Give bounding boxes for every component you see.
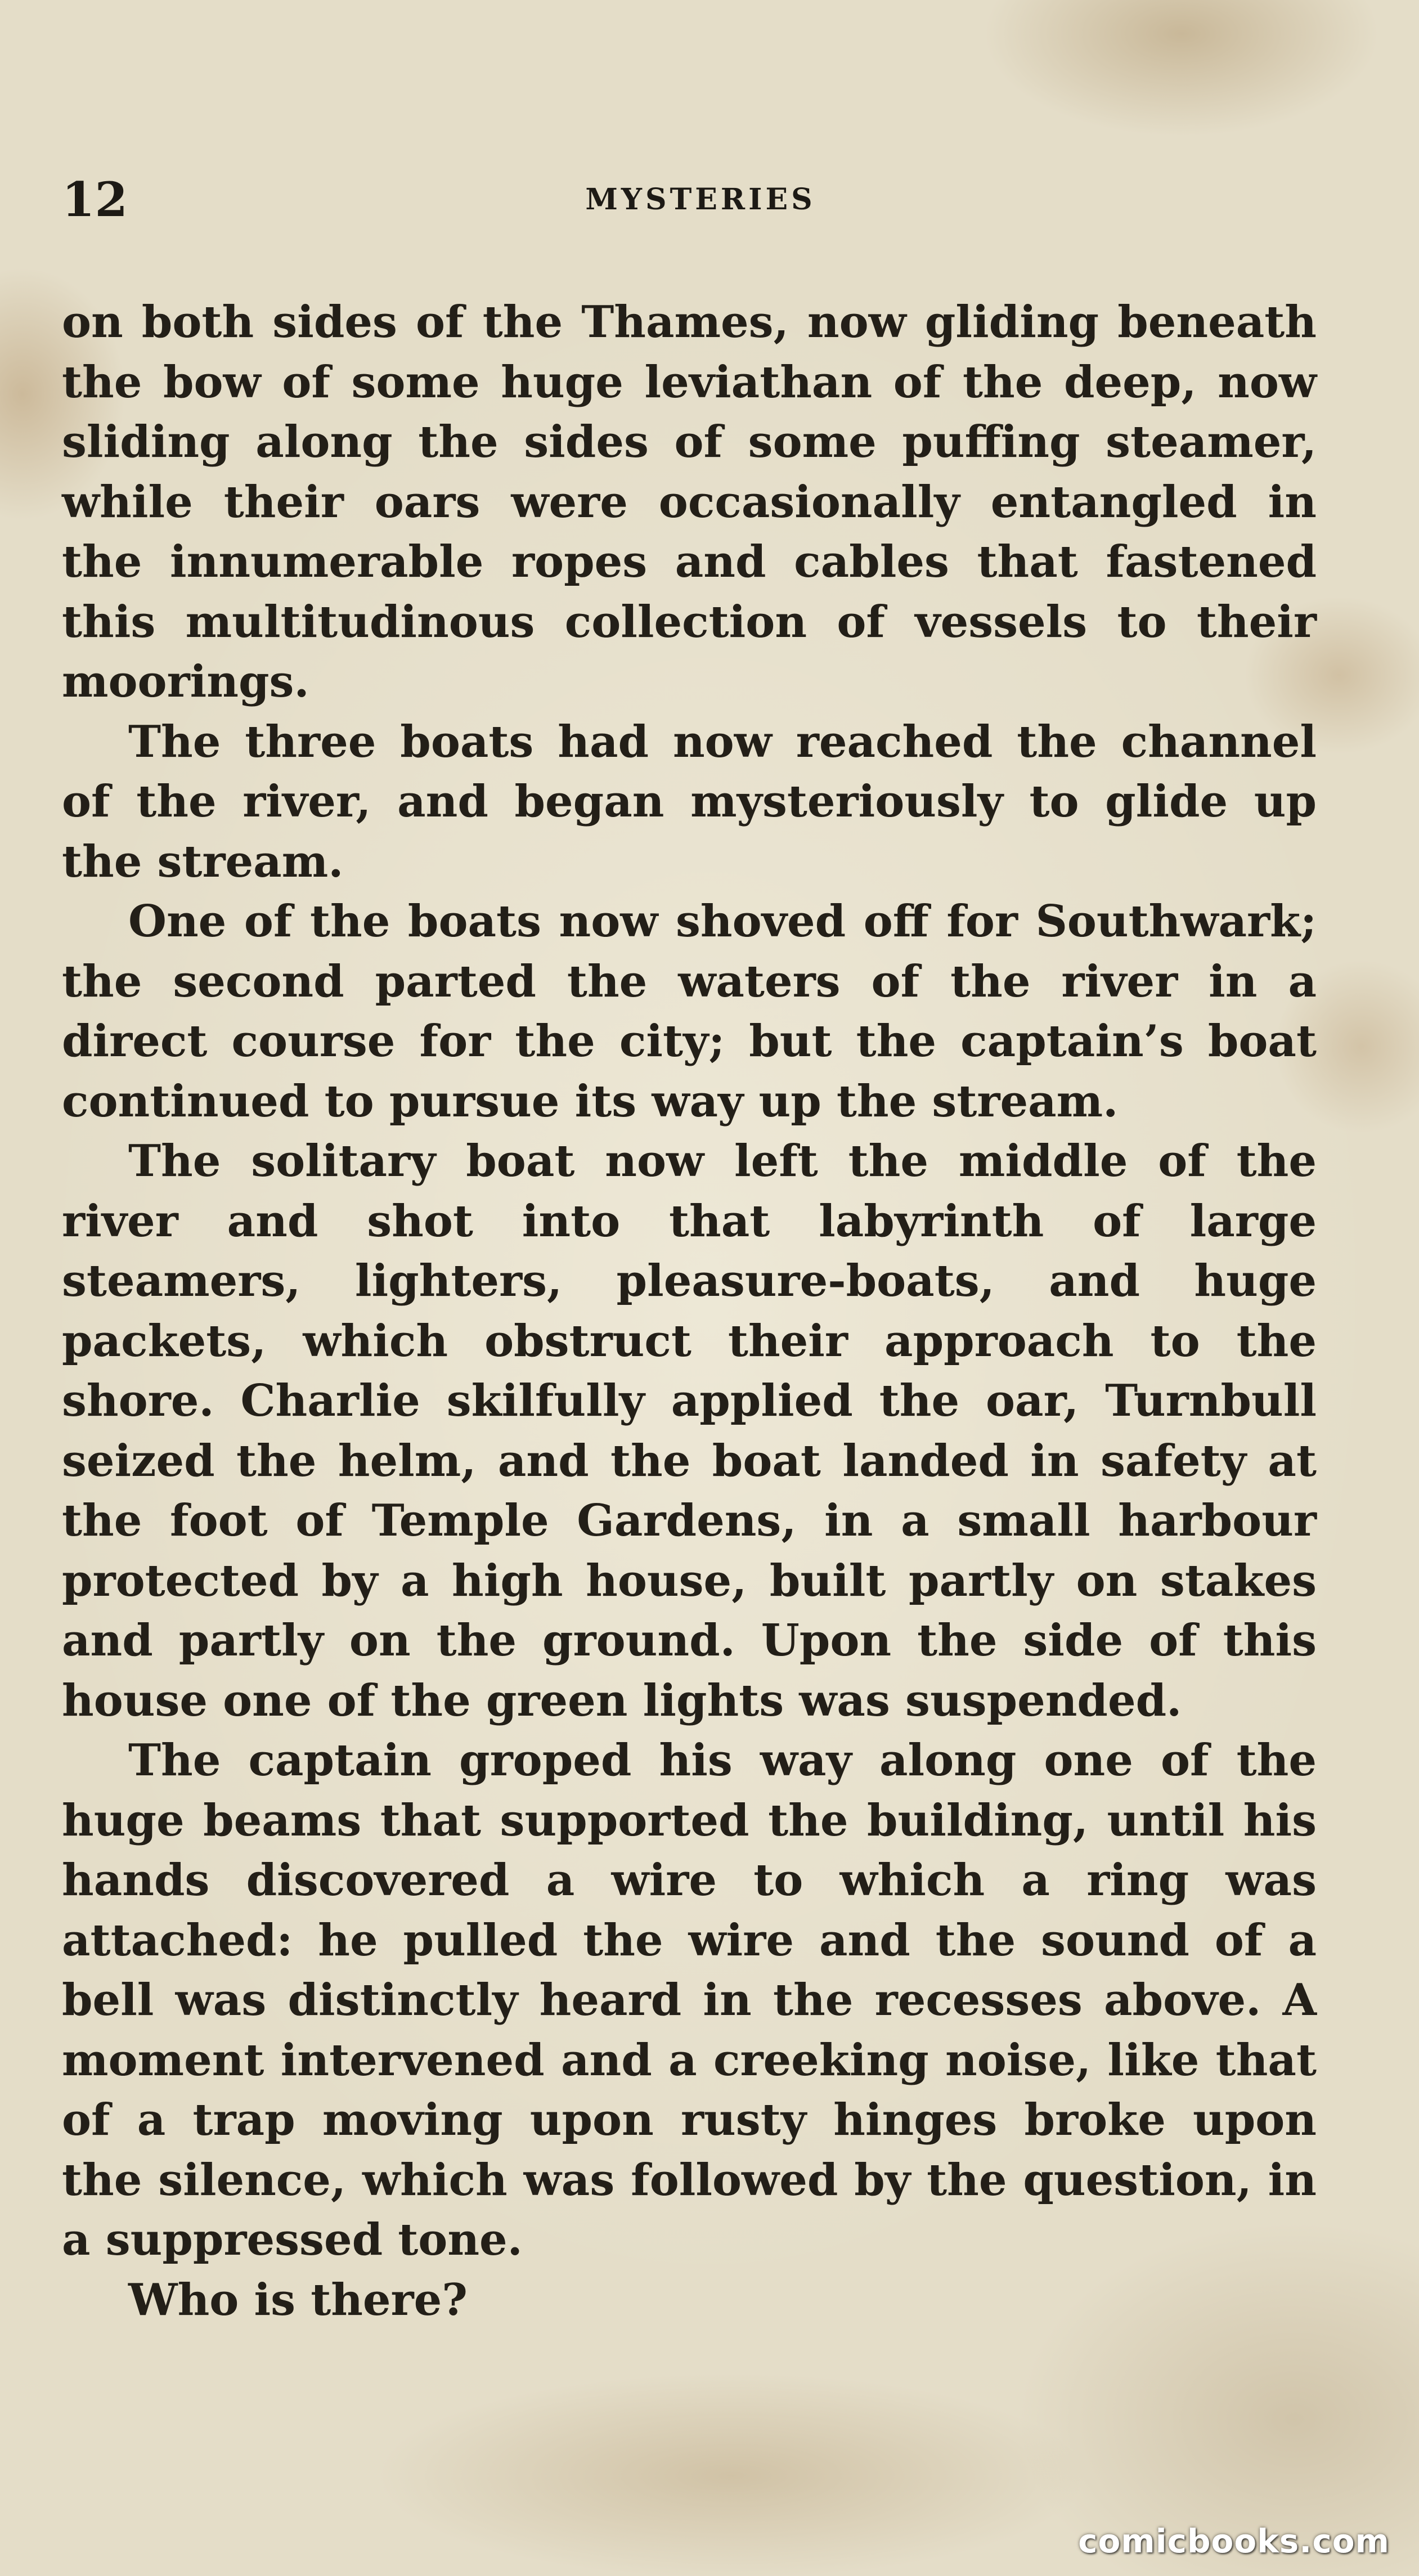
page-header	[62, 169, 1339, 231]
page-number: 12	[62, 172, 128, 227]
paragraph: The solitary boat now left the middle of the river and shot into that labyrinth of large steamers, lighters, pleasure-boats, and huge packets, which obstruct their approach to the shore. Charlie skilfully applied the oar, Turnbull seized the helm, and the boat landed in safety at the foot of Temple Gardens, in a small harbour protected by a high house, built partly on stakes and partly on the ground. Upon the side of this house one of the green lights was suspended.	[62, 1136, 1317, 1726]
paragraph: on both sides of the Thames, now gliding beneath the bow of some huge leviathan of the deep, now sliding along the sides of some puffing steamer, while their oars were occasionally entangled in the innumerable ropes and cables that fastened this multitudinous collection of vessels to their moorings.	[62, 297, 1317, 707]
paragraph: The three boats had now reached the channel of the river, and began mysteriously to glide up the stream.	[62, 716, 1317, 887]
watermark: comicbooks.com	[1078, 2522, 1390, 2560]
paragraph: One of the boats now shoved off for Southwark; the second parted the waters of the river in a direct course for the city; but the captain’s boat continued to pursue its way up the stream.	[62, 896, 1317, 1127]
paragraph: Who is there?	[128, 2274, 468, 2326]
body-text	[62, 293, 1317, 2330]
running-head: MYSTERIES	[585, 182, 816, 217]
paragraph: The captain groped his way along one of the huge beams that supported the building, until his hands discovered a wire to which a ring was attached: he pulled the wire and the sound of a bell was distinctly heard in the recesses above. A moment intervened and a creeking noise, like that of a trap moving upon rusty hinges broke upon the silence, which was followed by the question, in a suppressed tone.	[62, 1735, 1317, 2265]
